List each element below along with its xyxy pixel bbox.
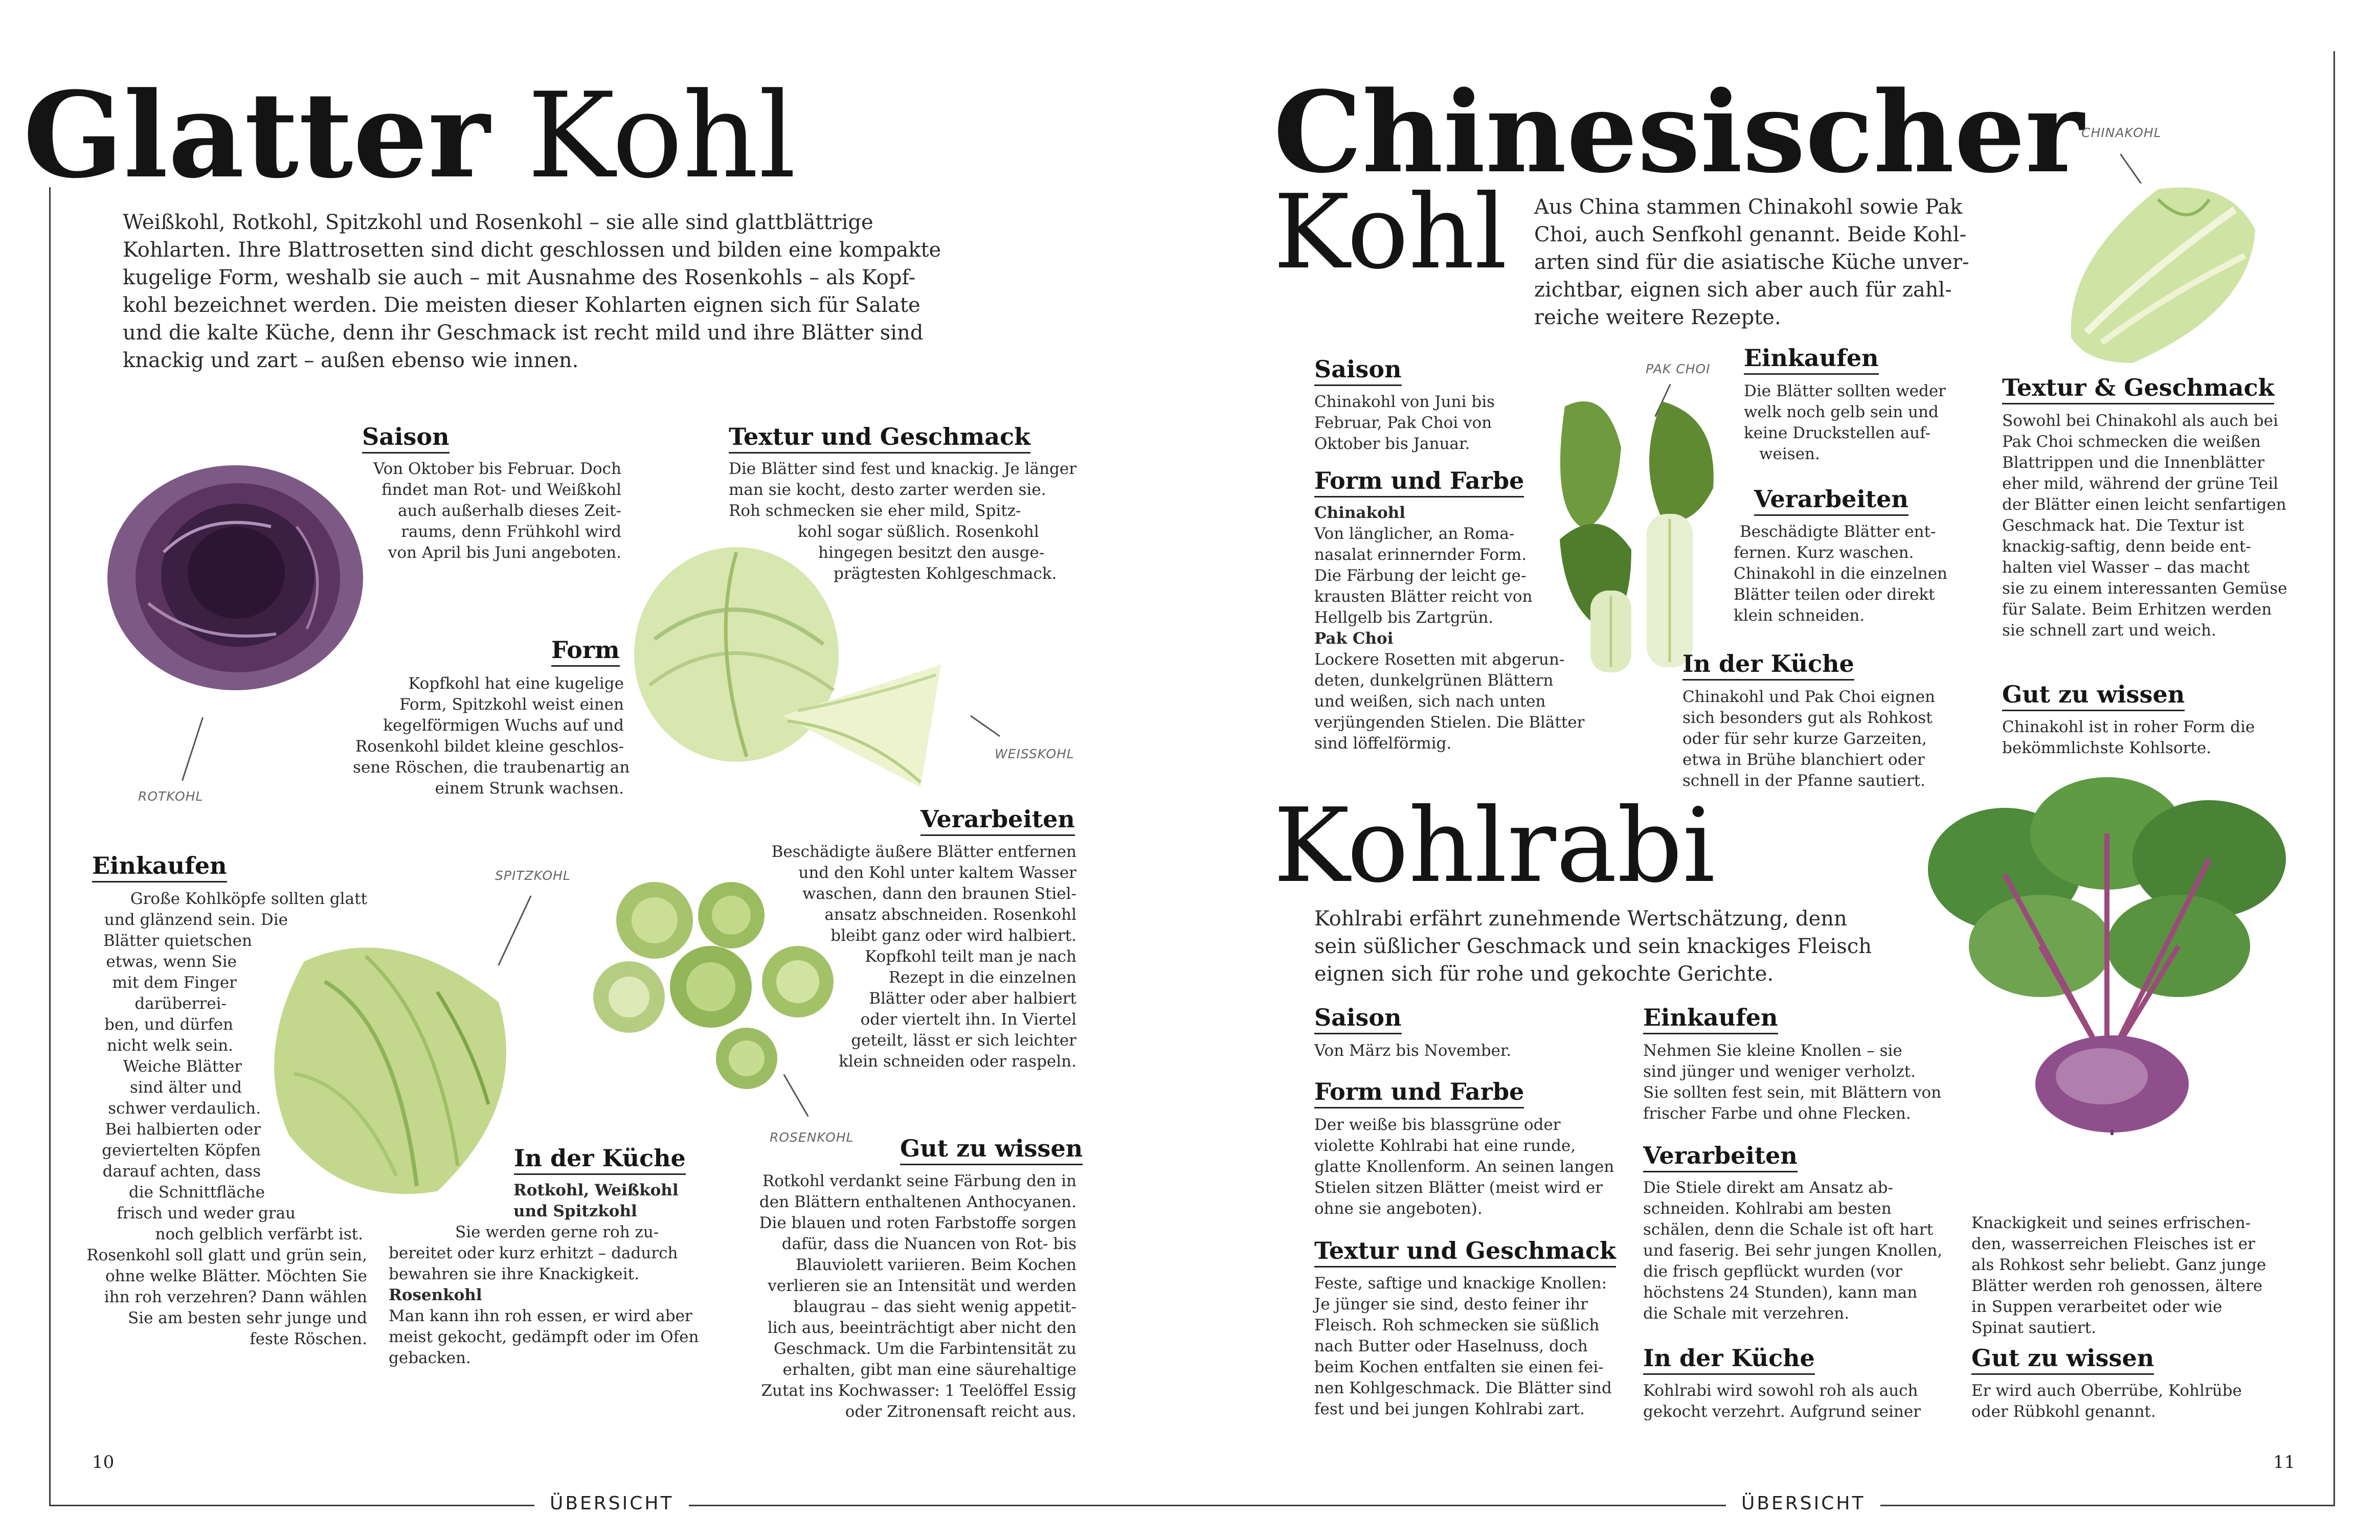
text-line: ohne sie angeboten).: [1314, 1199, 1483, 1218]
text-line: den, wasserreichen Fleisches ist er: [1971, 1235, 2255, 1253]
text-line: der Blätter einen leicht senfartigen: [2002, 495, 2286, 514]
page-title-right-2: Kohl: [1273, 173, 1508, 292]
text-line: Fleisch. Roh schmecken sie süßlich: [1314, 1316, 1600, 1334]
text-line: Von Oktober bis Februar. Doch: [373, 460, 621, 478]
text-line: Spinat sautiert.: [1971, 1319, 2096, 1337]
text-line: Kohlrabi wird sowohl roh als auch: [1643, 1382, 1918, 1400]
text-line: deten, dunkelgrünen Blättern: [1314, 671, 1554, 690]
heading-kueche: In der Küche: [514, 1144, 686, 1175]
text-line: Zutat ins Kochwasser: 1 Teelöffel Essig: [761, 1382, 1076, 1400]
title-light: Kohl: [527, 68, 796, 205]
text-line: Blätter oder aber halbiert: [869, 989, 1076, 1008]
text-line: Feste, saftige und knackige Knollen:: [1314, 1274, 1607, 1293]
text-line: mit dem Finger: [112, 973, 237, 992]
text-subheading: und Spitzkohl: [513, 1202, 637, 1220]
text-subheading: Chinakohl: [1314, 504, 1406, 522]
heading-saison-kohlrabi: Saison: [1314, 1003, 1402, 1034]
text-line: Chinakohl ist in roher Form die: [2002, 718, 2255, 736]
text-line: Rosenkohl bildet kleine geschlos-: [355, 737, 624, 756]
text-line: prägtesten Kohlgeschmack.: [834, 564, 1057, 583]
text-line: sich besonders gut als Rohkost: [1682, 709, 1933, 727]
text-line: sie schnell zart und weich.: [2002, 621, 2216, 640]
caption-rotkohl: ROTKOHL: [138, 789, 204, 804]
text-line: oder viertelt ihn. In Viertel: [860, 1010, 1076, 1029]
text-line: Chinakohl in die einzelnen: [1734, 564, 1948, 583]
pak-choi-illustration: [1544, 386, 1749, 677]
intro-right: [1534, 193, 1969, 331]
text-line: verlieren sie an Intensität und werden: [768, 1277, 1076, 1295]
caption-pakchoi: PAK CHOI: [1646, 361, 1711, 376]
page-number-left: 10: [92, 1452, 115, 1473]
intro-line: Aus China stammen Chinakohl sowie Pak: [1534, 195, 1963, 219]
text-line: Sie werden gerne roh zu-: [455, 1223, 659, 1241]
kohlrabi-illustration: [1923, 777, 2301, 1135]
text-line: glatte Knollenform. An seinen langen: [1314, 1158, 1614, 1176]
chinese-cabbage-illustration: [2056, 169, 2260, 368]
text-gut-china: [2002, 717, 2255, 759]
text-line: Chinakohl und Pak Choi eignen: [1682, 688, 1935, 706]
text-line: gebacken.: [389, 1349, 471, 1367]
intro-line: Choi, auch Senfkohl genannt. Beide Kohl-: [1534, 223, 1967, 246]
text-line: Die Blätter sind fest und knackig. Je länger: [729, 460, 1077, 478]
text-line: Er wird auch Oberrübe, Kohlrübe: [1971, 1382, 2242, 1400]
caption-spitzkohl: SPITZKOHL: [495, 868, 571, 883]
text-line: lich aus, beeinträchtigt aber nicht den: [767, 1319, 1076, 1337]
page-title-left: [23, 66, 796, 205]
text-line: kohl sogar süßlich. Rosenkohl: [798, 523, 1039, 541]
white-cabbage-illustration: [634, 537, 961, 803]
intro-line: arten sind für die asiatische Küche unver-: [1534, 251, 1969, 274]
text-line: findet man Rot- und Weißkohl: [381, 481, 621, 499]
text-line: klein schneiden oder raspeln.: [839, 1052, 1076, 1071]
text-line: kegelförmigen Wuchs auf und: [383, 716, 624, 735]
text-textur-kohlrabi: [1314, 1273, 1612, 1420]
text-line: welk noch gelb sein und: [1744, 403, 1939, 421]
text-line: frisch und weder grau: [117, 1204, 296, 1222]
text-line: nicht welk sein.: [107, 1036, 233, 1055]
heading-gut-kohlrabi: Gut zu wissen: [1971, 1344, 2154, 1375]
caption-rosenkohl: ROSENKOHL: [770, 1130, 854, 1145]
text-line: Beschädigte Blätter ent-: [1740, 523, 1936, 541]
text-line: Rosenkohl soll glatt und grün sein,: [86, 1246, 367, 1264]
text-verarbeiten-china: [1734, 522, 1947, 626]
text-line: bewahren sie ihre Knackigkeit.: [389, 1265, 639, 1283]
text-line: und faserig. Bei sehr jungen Knollen,: [1643, 1241, 1943, 1260]
text-line: oder für sehr kurze Garzeiten,: [1682, 730, 1927, 748]
text-line: feste Röschen.: [250, 1330, 367, 1348]
text-line: Die Blätter sollten weder: [1744, 382, 1946, 400]
heading-saison-china: Saison: [1314, 355, 1402, 386]
heading-gut: Gut zu wissen: [900, 1134, 1083, 1165]
text-line: in Suppen verarbeitet oder wie: [1971, 1298, 2222, 1316]
heading-formfarbe-kohlrabi: Form und Farbe: [1314, 1077, 1524, 1108]
text-line: geviertelten Köpfen: [102, 1141, 261, 1160]
text-line: sie zu einem interessanten Gemüse: [2002, 579, 2287, 598]
text-line: Blätter werden roh genossen, ältere: [1971, 1277, 2263, 1295]
text-line: violette Kohlrabi hat eine runde,: [1314, 1137, 1576, 1155]
intro-left: [123, 209, 941, 374]
intro-line: sein süßlicher Geschmack und sein knackiges Fleisch: [1314, 935, 1872, 958]
text-formfarbe-kohlrabi: [1314, 1115, 1614, 1219]
text-subheading: Pak Choi: [1314, 629, 1394, 648]
text-line: Knackigkeit und seines erfrischen-: [1971, 1214, 2251, 1232]
text-line: Blätter teilen oder direkt: [1734, 585, 1935, 604]
text-line: Rezept in die einzelnen: [888, 968, 1076, 987]
text-line: Die Färbung der leicht ge-: [1314, 567, 1526, 585]
footer-left: ÜBERSICHT: [534, 1493, 689, 1514]
text-line: Pak Choi schmecken die weißen: [2002, 433, 2261, 451]
text-line: raums, denn Frühkohl wird: [401, 523, 621, 541]
kohlrabi-intro: [1314, 905, 1872, 988]
text-line: und den Kohl unter kaltem Wasser: [798, 864, 1076, 882]
text-saison: [358, 459, 621, 563]
text-subheading: Rotkohl, Weißkohl: [513, 1181, 679, 1199]
text-line: Rotkohl verdankt seine Färbung den in: [762, 1172, 1076, 1190]
text-line: und glänzend sein. Die: [104, 911, 288, 929]
page-title-right-1: Chinesischer: [1273, 67, 2084, 198]
text-line: einem Strunk wachsen.: [435, 779, 624, 798]
caption-weisskohl: WEISSKOHL: [995, 746, 1074, 761]
heading-kueche-china: In der Küche: [1682, 649, 1854, 681]
text-line: Weiche Blätter: [123, 1057, 242, 1076]
text-line: schneiden. Kohlrabi am besten: [1643, 1199, 1892, 1218]
text-line: Der weiße bis blassgrüne oder: [1314, 1116, 1561, 1134]
pointed-cabbage-illustration: [243, 920, 529, 1207]
text-line: hingegen besitzt den ausge-: [818, 543, 1045, 562]
intro-line: Kohlrabi erfährt zunehmende Wertschätzung, denn: [1314, 907, 1847, 931]
heading-einkaufen-kohlrabi: Einkaufen: [1643, 1003, 1778, 1034]
text-line: bekömmlichste Kohlsorte.: [2002, 739, 2212, 757]
text-line: klein schneiden.: [1734, 606, 1865, 625]
text-line: etwa in Brühe blanchiert oder: [1682, 751, 1925, 769]
text-line: noch gelblich verfärbt ist.: [155, 1225, 363, 1243]
text-line: als Rohkost sehr beliebt. Ganz junge: [1971, 1256, 2266, 1274]
text-textur-china: [2002, 411, 2287, 641]
text-line: beim Kochen entfalten sie einen fei-: [1314, 1358, 1604, 1376]
text-gut-kohlrabi: [1971, 1380, 2242, 1422]
intro-line: und die kalte Küche, denn ihr Geschmack ist recht mild und ihre Blätter sind: [123, 321, 924, 345]
text-line: Je jünger sie sind, desto feiner ihr: [1314, 1295, 1588, 1313]
text-line: Blätter quietschen: [103, 932, 252, 950]
text-line: Kopfkohl teilt man je nach: [865, 947, 1076, 966]
heading-textur-kohlrabi: Textur und Geschmack: [1314, 1236, 1616, 1267]
text-line: oder Zitronensaft reicht aus.: [845, 1402, 1076, 1421]
text-line: ohne welke Blätter. Möchten Sie: [105, 1267, 367, 1285]
intro-line: kugelige Form, weshalb sie auch – mit Ausnahme des Rosenkohls – als Kopf-: [123, 266, 916, 289]
text-line: geteilt, lässt er sich leichter: [851, 1031, 1076, 1050]
text-line: Roh schmecken sie eher mild, Spitz-: [729, 502, 1021, 520]
text-line: sind jünger und weniger verholzt.: [1643, 1062, 1916, 1081]
text-line: darüberrei-: [134, 994, 227, 1013]
text-line: eher mild, während der grüne Teil: [2002, 474, 2279, 493]
text-line: für Salate. Beim Erhitzen werden: [2002, 600, 2272, 619]
text-line: verjüngenden Stielen. Die Blätter: [1314, 713, 1585, 732]
text-line: bleibt ganz oder wird halbiert.: [830, 926, 1076, 945]
heading-einkaufen-china: Einkaufen: [1744, 344, 1879, 375]
text-line: die Schale mit verzehren.: [1643, 1304, 1850, 1323]
text-line: die frisch gepflückt wurden (vor: [1643, 1262, 1902, 1281]
text-line: dafür, dass die Nuancen von Rot- bis: [781, 1235, 1076, 1253]
text-line: Sowohl bei Chinakohl als auch bei: [2002, 412, 2278, 430]
text-line: Die blauen und roten Farbstoffe sorgen: [759, 1214, 1076, 1232]
text-line: meist gekocht, gedämpft oder im Ofen: [389, 1328, 699, 1346]
text-line: Blattrippen und die Innenblätter: [2002, 454, 2265, 472]
text-line: halten viel Wasser – das macht: [2002, 558, 2250, 577]
text-line: Man kann ihn roh essen, er wird aber: [389, 1307, 692, 1325]
text-line: nen Kohlgeschmack. Die Blätter sind: [1314, 1379, 1612, 1397]
intro-line: Weißkohl, Rotkohl, Spitzkohl und Rosenkohl – sie alle sind glattblättrige: [123, 211, 873, 234]
text-line: fernen. Kurz waschen.: [1734, 543, 1914, 562]
text-line: die Schnittfläche: [128, 1183, 265, 1202]
heading-verarbeiten-china: Verarbeiten: [1754, 485, 1909, 516]
text-line: nach Butter oder Haselnuss, doch: [1314, 1337, 1588, 1355]
text-einkaufen-kohlrabi: [1643, 1040, 1941, 1124]
text-line: den Blättern enthaltenen Anthocyanen.: [759, 1193, 1076, 1211]
text-line: blaugrau – das sieht wenig appetit-: [793, 1298, 1076, 1316]
kohlrabi-title: Kohlrabi: [1273, 786, 1716, 905]
text-line: weisen.: [1759, 445, 1820, 463]
text-line: Von länglicher, an Roma-: [1314, 525, 1515, 543]
caption-chinakohl: CHINAKOHL: [2081, 125, 2162, 140]
heading-textur: Textur und Geschmack: [729, 422, 1030, 454]
heading-textur-china: Textur & Geschmack: [2002, 373, 2274, 404]
text-line: Sie am besten sehr junge und: [127, 1309, 367, 1327]
intro-line: eignen sich für rohe und gekochte Gerichte.: [1314, 962, 1774, 986]
text-kueche: [389, 1180, 706, 1369]
text-line: frischer Farbe und ohne Flecken.: [1643, 1104, 1911, 1123]
text-line: Sie sollten fest sein, mit Blättern von: [1643, 1083, 1942, 1102]
text-line: oder Rübkohl genannt.: [1971, 1402, 2156, 1421]
heading-form: Form: [551, 636, 620, 667]
text-line: erhalten, gibt man eine säurehaltige: [782, 1361, 1076, 1379]
intro-line: knackig und zart – außen ebenso wie innen.: [123, 349, 579, 372]
text-line: knackig-saftig, denn beide ent-: [2002, 537, 2251, 556]
text-line: sene Röschen, die traubenartig an: [353, 758, 630, 777]
heading-einkaufen: Einkaufen: [92, 851, 227, 882]
text-line: Beschädigte äußere Blätter entfernen: [771, 843, 1076, 861]
heading-formfarbe-china: Form und Farbe: [1314, 466, 1524, 497]
text-line: gekocht verzehrt. Aufgrund seiner: [1643, 1402, 1921, 1421]
text-line: Stielen sitzen Blätter (meist wird er: [1314, 1179, 1603, 1197]
intro-line: Kohlarten. Ihre Blattrosetten sind dicht geschlossen und bilden eine kompakte: [123, 238, 941, 262]
text-line: keine Druckstellen auf-: [1744, 424, 1930, 442]
title-bold: Glatter: [23, 66, 490, 205]
text-line: höchstens 24 Stunden), kann man: [1643, 1283, 1918, 1302]
text-line: krausten Blätter reicht von: [1314, 587, 1533, 606]
text-line: auch außerhalb dieses Zeit-: [398, 502, 621, 520]
intro-line: reiche weitere Rezepte.: [1534, 306, 1781, 329]
text-verarbeiten-kohlrabi: [1643, 1177, 1942, 1324]
text-saison-china: [1314, 392, 1495, 455]
text-line: Form, Spitzkohl weist einen: [399, 695, 624, 714]
intro-line: kohl bezeichnet werden. Die meisten dieser Kohlarten eignen sich für Salate: [123, 293, 920, 317]
text-line: sind älter und: [129, 1078, 242, 1097]
heading-kueche-kohlrabi: In der Küche: [1643, 1344, 1815, 1375]
text-saison-kohlrabi: [1314, 1040, 1511, 1061]
heading-gut-china: Gut zu wissen: [2002, 680, 2185, 711]
frame-gap-top: [0, 46, 2380, 51]
text-line: ansatz abschneiden. Rosenkohl: [824, 905, 1076, 924]
text-line: ihn roh verzehren? Dann wählen: [104, 1288, 367, 1306]
text-line: Februar, Pak Choi von: [1314, 414, 1492, 432]
text-line: von April bis Juni angeboten.: [388, 543, 621, 562]
text-line: Geschmack. Um die Farbintensität zu: [774, 1340, 1076, 1358]
text-line: Kopfkohl hat eine kugelige: [408, 674, 624, 693]
text-line: man sie kocht, desto zarter werden sie.: [729, 481, 1046, 499]
text-line: fest und bei jungen Kohlrabi zart.: [1314, 1400, 1585, 1418]
text-line: ben, und dürfen: [104, 1015, 233, 1034]
heading-saison: Saison: [362, 422, 450, 454]
text-line: waschen, dann den braunen Stiel-: [802, 885, 1076, 903]
intro-line: zichtbar, eignen sich aber auch für zahl-: [1534, 278, 1952, 302]
brussels-sprouts-illustration: [588, 879, 854, 1104]
text-kueche-kohlrabi: [1643, 1380, 1921, 1422]
text-subheading: Rosenkohl: [389, 1286, 482, 1304]
text-line: schälen, denn die Schale ist oft hart: [1643, 1220, 1934, 1239]
text-gut: [726, 1171, 1076, 1422]
text-einkaufen-china: [1744, 381, 1946, 465]
text-line: bereitet oder kurz erhitzt – dadurch: [389, 1244, 678, 1262]
text-line: etwas, wenn Sie: [106, 953, 237, 971]
heading-verarbeiten: Verarbeiten: [920, 805, 1075, 836]
text-line: Nehmen Sie kleine Knollen – sie: [1643, 1041, 1902, 1060]
text-line: schwer verdaulich.: [108, 1099, 261, 1118]
text-line: Lockere Rosetten mit abgerun-: [1314, 650, 1565, 669]
text-line: Von März bis November.: [1314, 1041, 1512, 1060]
footer-right: ÜBERSICHT: [1726, 1493, 1880, 1514]
text-line: Geschmack hat. Die Textur ist: [2002, 516, 2244, 535]
heading-verarbeiten-kohlrabi: Verarbeiten: [1643, 1141, 1798, 1172]
text-line: und weißen, sich nach unten: [1314, 692, 1546, 711]
text-line: Chinakohl von Juni bis: [1314, 393, 1495, 411]
text-kueche-kohlrabi-cont: [1971, 1213, 2266, 1339]
text-line: Oktober bis Januar.: [1314, 435, 1470, 453]
text-kueche-china: [1682, 687, 1935, 791]
text-line: Bei halbierten oder: [105, 1120, 261, 1139]
text-line: sind löffelförmig.: [1314, 734, 1452, 753]
text-line: schnell in der Pfanne sautiert.: [1682, 772, 1925, 790]
text-line: Die Stiele direkt am Ansatz ab-: [1643, 1179, 1893, 1197]
red-cabbage-illustration: [102, 450, 368, 695]
text-line: Hellgelb bis Zartgrün.: [1314, 608, 1494, 627]
text-form: [353, 673, 630, 799]
text-line: nasalat erinnernder Form.: [1314, 546, 1527, 564]
page-number-right: 11: [2273, 1452, 2296, 1473]
text-line: Blauviolett variieren. Beim Kochen: [795, 1256, 1076, 1274]
text-line: darauf achten, dass: [102, 1162, 261, 1181]
text-line: Große Kohlköpfe sollten glatt: [130, 890, 367, 908]
